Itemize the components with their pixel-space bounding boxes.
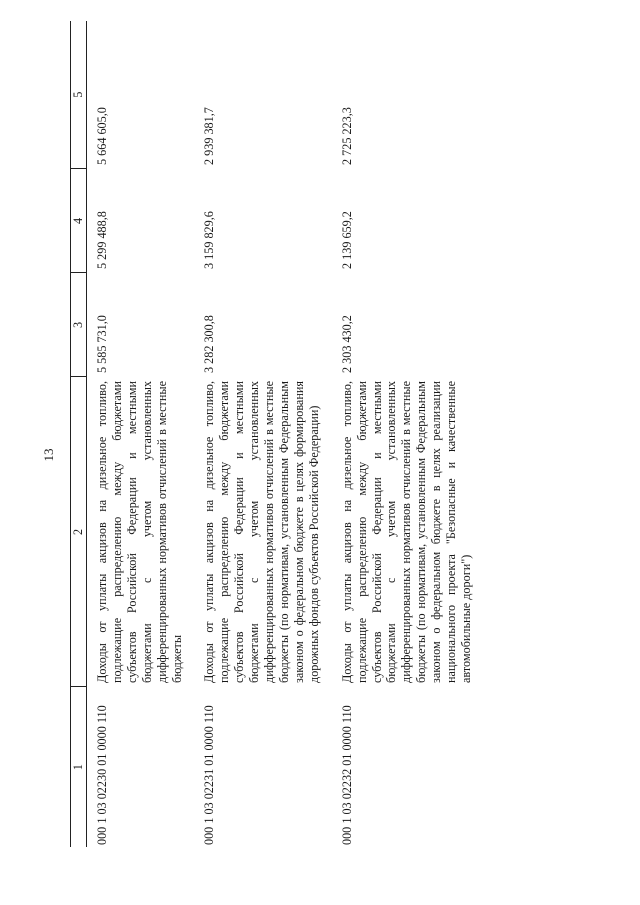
budget-classification-code: 000 1 03 02230 01 0000 110 (95, 705, 109, 845)
amount-col4: 5 299 488,8 (95, 211, 109, 269)
column-header-2: 2 (71, 377, 87, 687)
column-header-4: 4 (71, 169, 87, 273)
amount-col3: 5 585 731,0 (95, 315, 109, 373)
column-header-3: 3 (71, 273, 87, 377)
amount-col5: 2 725 223,3 (339, 107, 354, 165)
table-row (332, 21, 484, 847)
column-header-5: 5 (71, 21, 87, 169)
amount-col5: 2 939 381,7 (202, 107, 217, 165)
column-header-1: 1 (71, 687, 87, 847)
table-row (87, 21, 195, 847)
amount-col4: 2 139 659,2 (339, 211, 354, 269)
table-header-row (71, 21, 87, 847)
revenue-description: Доходы от уплаты акцизов на дизельное топливо, подлежащие распределению между бюджетами субъектов Российской Федерации и местными бюджетами с учетом установленных дифференцированных нормативов отчислений в местные бюджеты (по нормативам, установленным Федеральным законом о федеральном бюджете в целях формирования дорожных фондов субъектов Российской Федерации) (202, 381, 321, 683)
budget-revenue-table (70, 21, 484, 847)
revenue-description: Доходы от уплаты акцизов на дизельное топливо, подлежащие распределению между бюджетами субъектов Российской Федерации и местными бюджетами с учетом установленных дифференцированных нормативов отчислений в местные бюджеты (95, 381, 184, 683)
amount-col4: 3 159 829,6 (202, 211, 217, 269)
table-row (194, 21, 331, 847)
amount-col5: 5 664 605,0 (95, 107, 109, 165)
page-number: 13 (41, 448, 56, 462)
revenue-description: Доходы от уплаты акцизов на дизельное топливо, подлежащие распределению между бюджетами субъектов Российской Федерации и местными бюджетами с учетом установленных дифференцированных нормативов отчислений в местные бюджеты (по нормативам, установленным Федеральным законом о федеральном бюджете в целях реализации национального проекта "Безопасные и качественные автомобильные дороги") (339, 381, 473, 683)
budget-classification-code: 000 1 03 02231 01 0000 110 (202, 705, 217, 845)
amount-col3: 3 282 300,8 (202, 315, 217, 373)
amount-col3: 2 303 430,2 (339, 315, 354, 373)
budget-classification-code: 000 1 03 02232 01 0000 110 (339, 705, 354, 845)
